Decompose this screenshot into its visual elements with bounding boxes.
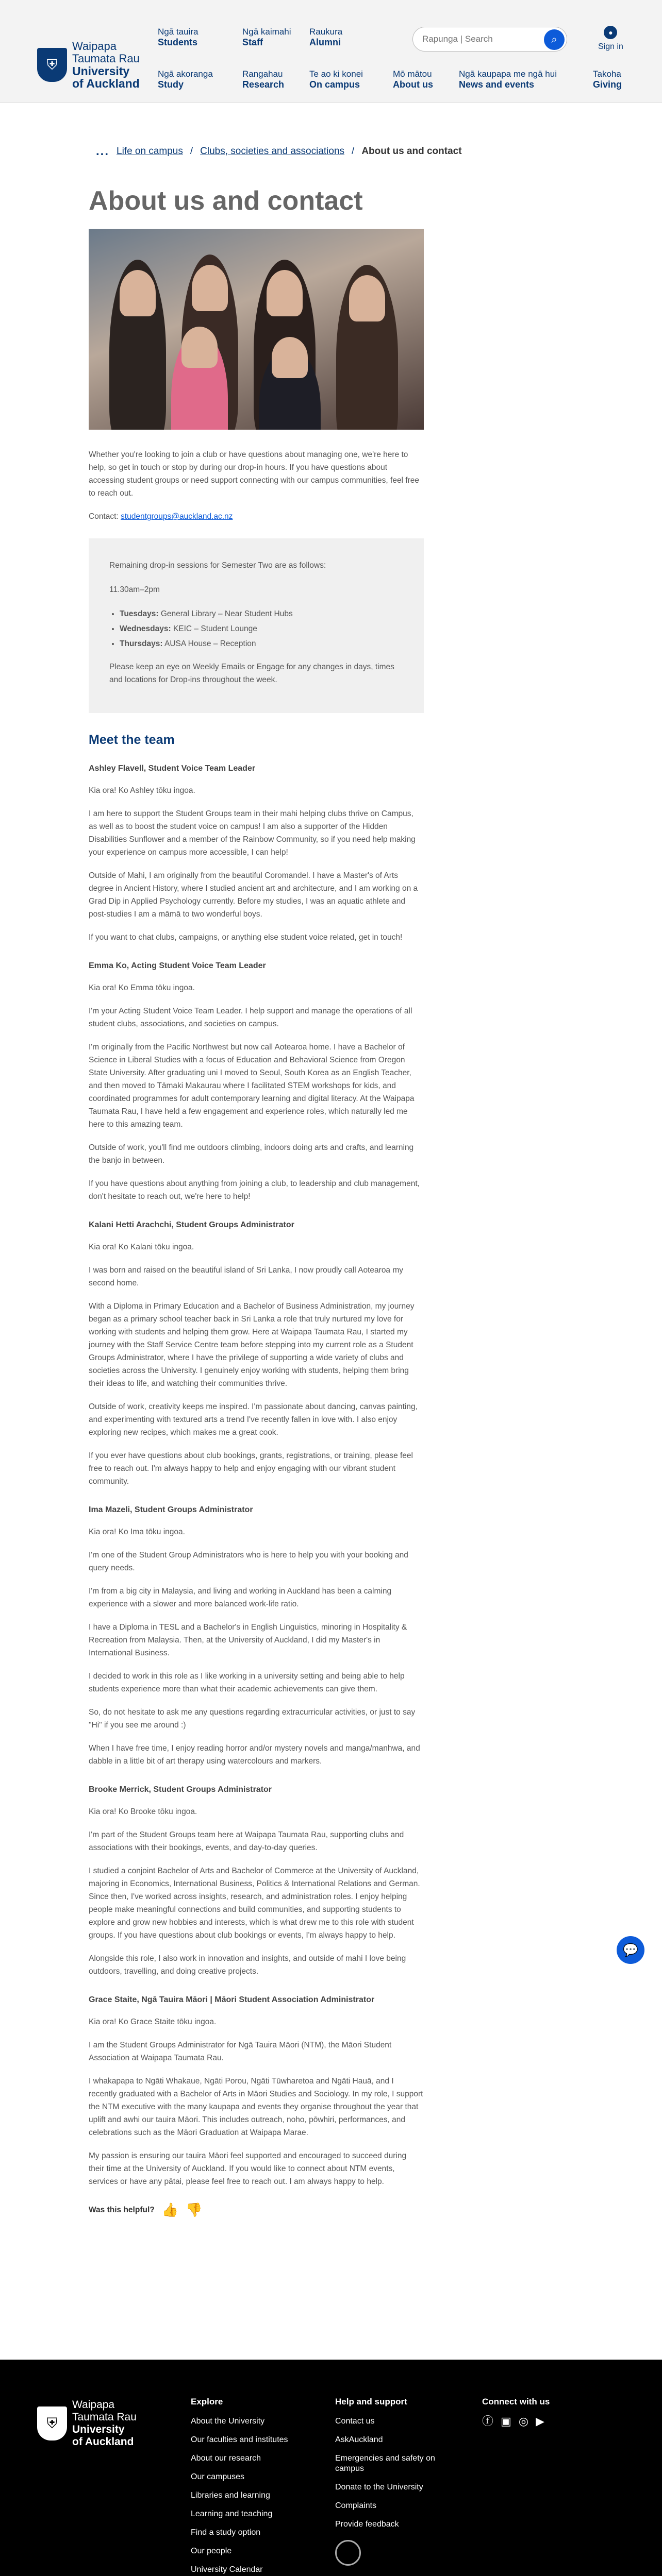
logo-text: Waipapa xyxy=(72,40,117,53)
member-name: Kalani Hetti Arachchi, Student Groups Administrator xyxy=(89,1221,294,1229)
member-bio: If you ever have questions about club bookings, grants, registrations, or training, please feel free to reach out. I'm always happy to help and enjoy engaging with our vibrant student community. xyxy=(89,1451,413,1486)
nav-label-en: Research xyxy=(242,79,285,90)
footer-link[interactable]: AskAuckland xyxy=(335,2435,383,2444)
member-bio: I'm from a big city in Malaysia, and living and working in Auckland has been a calming experience with a slower and more balanced work-life ratio. xyxy=(89,1587,392,1608)
search-icon[interactable]: ⌕ xyxy=(544,29,565,50)
breadcrumb-link[interactable]: Life on campus xyxy=(117,146,183,157)
breadcrumb-link[interactable]: Clubs, societies and associations xyxy=(200,146,345,157)
footer-link[interactable]: Donate to the University xyxy=(335,2483,423,2492)
logo-text: Taumata Rau xyxy=(72,2411,137,2423)
member-bio: Outside of work, creativity keeps me inspired. I'm passionate about dancing, canvas painting, and experimenting with textured arts a trend I've recently fallen in love with. I also enjoy exploring new recipes, which makes me a great cook. xyxy=(89,1402,418,1437)
list-item xyxy=(120,637,403,650)
breadcrumb xyxy=(96,144,462,159)
member-bio: I have a Diploma in TESL and a Bachelor's in English Linguistics, minoring in Hospitality & Recreation from Malaysia. Then, at the University of Auckland, I did my Master's in International Business. xyxy=(89,1623,407,1657)
session-day: Wednesdays: xyxy=(120,624,171,633)
member-bio: I'm originally from the Pacific Northwest but now call Aotearoa home. I have a Bachelor of Science in Liberal Studies with a focus of Education and Behavioral Science from Oregon State University. After graduating uni I moved to Seoul, South Korea as an English Teacher, and then moved to Tāmaki Makaurau where I facilitated STEM workshops for kids, and coordinated programmes for adult contemporary learning and digital literacy. At the Waipapa Taumata Rau, I have held a few engagement and experience roles, which naturally led me here to this amazing team. xyxy=(89,1043,415,1129)
social-links xyxy=(482,2416,550,2427)
crest-icon: ⛨ xyxy=(37,48,67,82)
dropin-intro: Remaining drop-in sessions for Semester Two are as follows: xyxy=(109,561,326,570)
list-item xyxy=(120,607,403,620)
member-bio: Outside of Mahi, I am originally from the beautiful Coromandel. I have a Master's of Arts degree in Ancient History, where I studied ancient art and architecture, and I am working on a Grad Dip in Applied Psychology currently. Before my studies, I was an aquatic athlete and post-studies I am a māmā to two wonderful boys. xyxy=(89,871,418,919)
member-bio: Kia ora! Ko Ashley tōku ingoa. xyxy=(89,786,195,795)
site-header xyxy=(0,0,662,103)
member-bio: If you have questions about anything from joining a club, to leadership and club management, don't hesitate to reach out, we're here to help! xyxy=(89,1179,420,1201)
member-bio: I am here to support the Student Groups team in their mahi helping clubs thrive on Campus, as well as to boost the student voice on campus! I am also a supporter of the Hidden Disabilities Sunflower and a member of the Rainbow Community, so if you need help making your experience on campus more accessible, I can help! xyxy=(89,809,416,857)
logo-text: Waipapa xyxy=(72,2399,115,2411)
session-place: AUSA House – Reception xyxy=(164,639,256,648)
nav-study[interactable] xyxy=(158,69,213,90)
footer-logo[interactable] xyxy=(37,2399,137,2448)
university-logo[interactable] xyxy=(37,40,140,90)
session-day: Tuesdays: xyxy=(120,609,159,618)
nav-label-mi: Ngā kaupapa me ngā hui xyxy=(459,69,557,79)
member-bio: Outside of work, you'll find me outdoors climbing, indoors doing arts and crafts, and learning the banjo in between. xyxy=(89,1143,414,1165)
member-name: Ashley Flavell, Student Voice Team Leader xyxy=(89,764,256,773)
list-item xyxy=(120,622,403,635)
footer-heading: Explore xyxy=(191,2397,223,2406)
member-name: Emma Ko, Acting Student Voice Team Leader xyxy=(89,961,266,970)
nav-research[interactable] xyxy=(242,69,284,90)
member-bio: Alongside this role, I also work in innovation and insights, and outside of mahi I love being outdoors, travelling, and doing creative projects. xyxy=(89,1954,406,1976)
breadcrumb-current: About us and contact xyxy=(361,146,462,157)
nav-news-events[interactable] xyxy=(459,69,557,90)
member-bio: I was born and raised on the beautiful island of Sri Lanka, I now proudly call Aotearoa my second home. xyxy=(89,1266,404,1287)
logo-text: of Auckland xyxy=(72,77,140,90)
contact-label: Contact: xyxy=(89,512,119,521)
nav-staff[interactable] xyxy=(242,27,291,47)
footer-link[interactable]: Contact us xyxy=(335,2417,375,2426)
nav-label-mi: Ngā akoranga xyxy=(158,69,213,79)
nav-label-en: Study xyxy=(158,79,184,90)
chat-icon[interactable]: 💬 xyxy=(617,1936,644,1964)
dropin-list xyxy=(120,607,403,650)
member-bio: If you want to chat clubs, campaigns, or anything else student voice related, get in touch! xyxy=(89,933,403,942)
breadcrumb-more[interactable]: ... xyxy=(96,144,110,158)
team-heading: Meet the team xyxy=(89,733,175,747)
nav-label-mi: Ngā kaimahi xyxy=(242,27,291,37)
thumbs-up-icon[interactable]: 👍 xyxy=(161,2202,179,2217)
logo-text: Taumata Rau xyxy=(72,52,140,65)
member-bio: Kia ora! Ko Emma tōku ingoa. xyxy=(89,984,195,992)
footer-link[interactable]: Provide feedback xyxy=(335,2520,399,2529)
footer-link[interactable]: Complaints xyxy=(335,2501,377,2510)
member-bio: I decided to work in this role as I like working in a university setting and being able to help students experience more than what their academic achievements can give them. xyxy=(89,1672,405,1693)
nav-label-mi: Raukura xyxy=(309,27,343,37)
footer-link[interactable]: About the University xyxy=(191,2417,265,2426)
facebook-icon[interactable]: ⓕ xyxy=(482,2415,494,2428)
footer-help xyxy=(335,2397,438,2574)
dropin-time: 11.30am–2pm xyxy=(109,585,160,594)
footer-link[interactable]: University Calendar xyxy=(191,2565,263,2574)
intro-text: Whether you're looking to join a club or have questions about managing one, we're here to help, so get in touch or stop by during our drop-in hours. If you have questions about accessing student groups or need support connecting with our campus communities, feel free to reach out. xyxy=(89,450,420,498)
member-bio: So, do not hesitate to ask me any questions regarding extracurricular activities, or just to say "Hi" if you see me around :) xyxy=(89,1708,416,1730)
team-photo xyxy=(89,229,424,430)
footer-connect xyxy=(482,2397,550,2435)
main-content xyxy=(89,448,424,2216)
nav-label-en: About us xyxy=(393,79,433,90)
member-name: Brooke Merrick, Student Groups Administrator xyxy=(89,1785,272,1794)
nav-students[interactable] xyxy=(158,27,198,47)
member-bio: I'm your Acting Student Voice Team Leader. I help support and manage the operations of all student clubs, associations, and societies on campus. xyxy=(89,1007,412,1028)
logo-text: University xyxy=(72,64,130,78)
nav-alumni[interactable] xyxy=(309,27,342,47)
nav-label-en: On campus xyxy=(309,79,360,90)
member-bio: I'm part of the Student Groups team here at Waipapa Taumata Rau, supporting clubs and associations with their bookings, events, and day-to-day queries. xyxy=(89,1831,404,1852)
member-bio: When I have free time, I enjoy reading horror and/or mystery novels and manga/manhwa, and dabble in a little bit of art therapy using watercolours and markers. xyxy=(89,1744,420,1766)
feedback-question: Was this helpful? xyxy=(89,2206,155,2214)
youtube-icon[interactable]: ▶ xyxy=(536,2415,544,2428)
breadcrumb-separator: / xyxy=(190,146,193,157)
footer-link[interactable]: Our campuses xyxy=(191,2472,245,2481)
logo-text: University xyxy=(72,2424,125,2435)
contact-email-link[interactable]: studentgroups@auckland.ac.nz xyxy=(121,512,233,521)
nav-label-en: Giving xyxy=(593,79,622,90)
footer-explore xyxy=(191,2397,288,2576)
accreditation-badge-icon xyxy=(335,2540,361,2566)
member-name: Ima Mazeli, Student Groups Administrator xyxy=(89,1505,253,1514)
nav-on-campus[interactable] xyxy=(309,69,363,90)
footer-link[interactable]: Our people xyxy=(191,2547,232,2555)
breadcrumb-separator: / xyxy=(352,146,355,157)
member-bio: Kia ora! Ko Brooke tōku ingoa. xyxy=(89,1807,197,1816)
search-box xyxy=(412,27,567,52)
linkedin-icon[interactable]: ▣ xyxy=(501,2415,511,2428)
footer-link[interactable]: Libraries and learning xyxy=(191,2491,270,2500)
dropin-note: Please keep an eye on Weekly Emails or Engage for any changes in days, times and locations for Drop-ins throughout the week. xyxy=(109,663,394,684)
member-bio: I studied a conjoint Bachelor of Arts and Bachelor of Commerce at the University of Auckland, majoring in Economics, International Business, Politics & International Relations and German. Since then, I've worked across insights, research, and administration roles. I enjoy helping people make meaningful connections and build communities, and supporting students to explore and grow new hobbies and interests, which is what drew me to this role with student groups. If you have questions about club bookings or events, I'm always happy to help. xyxy=(89,1867,420,1940)
nav-label-mi: Te ao ki konei xyxy=(309,69,363,79)
session-day: Thursdays: xyxy=(120,639,163,648)
member-bio: I whakapapa to Ngāti Whakaue, Ngāti Porou, Ngāti Tūwharetoa and Ngāti Hauā, and I recently graduated with a Bachelor of Arts in Māori Studies and Sociology. In my role, I support the NTM executive with the many kaupapa and events they organise throughout the year that uplift and awhi our tauira Māori. This includes outreach, noho, pōwhiri, performances, and celebrations such as the Māori Graduation at Waipapa Marae. xyxy=(89,2077,423,2137)
member-bio: I am the Student Groups Administrator for Ngā Tauira Māori (NTM), the Māori Student Association at Waipapa Taumata Rau. xyxy=(89,2041,392,2062)
nav-label-mi: Mō mātou xyxy=(393,69,432,79)
member-bio: My passion is ensuring our tauira Māori feel supported and encouraged to succeed during their time at the University of Auckland. If you would like to connect about NTM events, services or have any pātai, please feel free to reach out. I am always happy to help. xyxy=(89,2151,407,2186)
member-bio: I'm one of the Student Group Administrators who is here to help you with your booking and query needs. xyxy=(89,1551,408,1572)
site-footer xyxy=(0,2360,662,2576)
nav-label-en: News and events xyxy=(459,79,535,90)
user-icon: ● xyxy=(604,26,617,39)
footer-heading: Connect with us xyxy=(482,2397,550,2406)
nav-label-en: Staff xyxy=(242,37,263,47)
nav-label-en: Alumni xyxy=(309,37,341,47)
sign-in-link[interactable] xyxy=(598,26,623,52)
crest-icon: ⛨ xyxy=(37,2406,67,2441)
member-bio: Kia ora! Ko Ima tōku ingoa. xyxy=(89,1528,185,1536)
member-bio: Kia ora! Ko Grace Staite tōku ingoa. xyxy=(89,2018,217,2026)
session-place: General Library – Near Student Hubs xyxy=(160,609,293,618)
member-name: Grace Staite, Ngā Tauira Māori | Māori Student Association Administrator xyxy=(89,1995,375,2004)
search-input[interactable] xyxy=(422,34,536,44)
nav-giving[interactable] xyxy=(593,69,622,90)
nav-label-mi: Ngā tauira xyxy=(158,27,198,37)
thumbs-down-icon[interactable]: 👎 xyxy=(186,2202,203,2217)
nav-about-us[interactable] xyxy=(393,69,433,90)
feedback-widget xyxy=(89,2204,424,2216)
footer-link[interactable]: Learning and teaching xyxy=(191,2510,273,2518)
member-bio: Kia ora! Ko Kalani tōku ingoa. xyxy=(89,1243,194,1251)
nav-label-mi: Rangahau xyxy=(242,69,283,79)
member-bio: With a Diploma in Primary Education and a Bachelor of Business Administration, my journey began as a primary school teacher back in Sri Lanka a role that truly nurtured my love for working with students and helping them grow. Here at Waipapa Taumata Rau, I started my journey with the Staff Service Centre team before stepping into my current role as a Student Groups Administrator, where I have the privilege of supporting a wide variety of clubs and societies across the University. I genuinely enjoy working with students, helping them bring their ideas to life, and watching their communities thrive. xyxy=(89,1302,415,1388)
instagram-icon[interactable]: ◎ xyxy=(518,2415,529,2428)
session-place: KEIC – Student Lounge xyxy=(173,624,257,633)
nav-label-en: Students xyxy=(158,37,198,47)
footer-link[interactable]: Our faculties and institutes xyxy=(191,2435,288,2444)
page-title: About us and contact xyxy=(89,186,363,216)
footer-heading: Help and support xyxy=(335,2397,407,2406)
logo-text: of Auckland xyxy=(72,2436,134,2448)
footer-link[interactable]: About our research xyxy=(191,2454,261,2463)
footer-link[interactable]: Emergencies and safety on campus xyxy=(335,2454,435,2473)
nav-label-mi: Takoha xyxy=(593,69,621,79)
footer-link[interactable]: Find a study option xyxy=(191,2528,261,2537)
dropin-box xyxy=(89,538,424,713)
sign-in-label: Sign in xyxy=(598,42,623,51)
